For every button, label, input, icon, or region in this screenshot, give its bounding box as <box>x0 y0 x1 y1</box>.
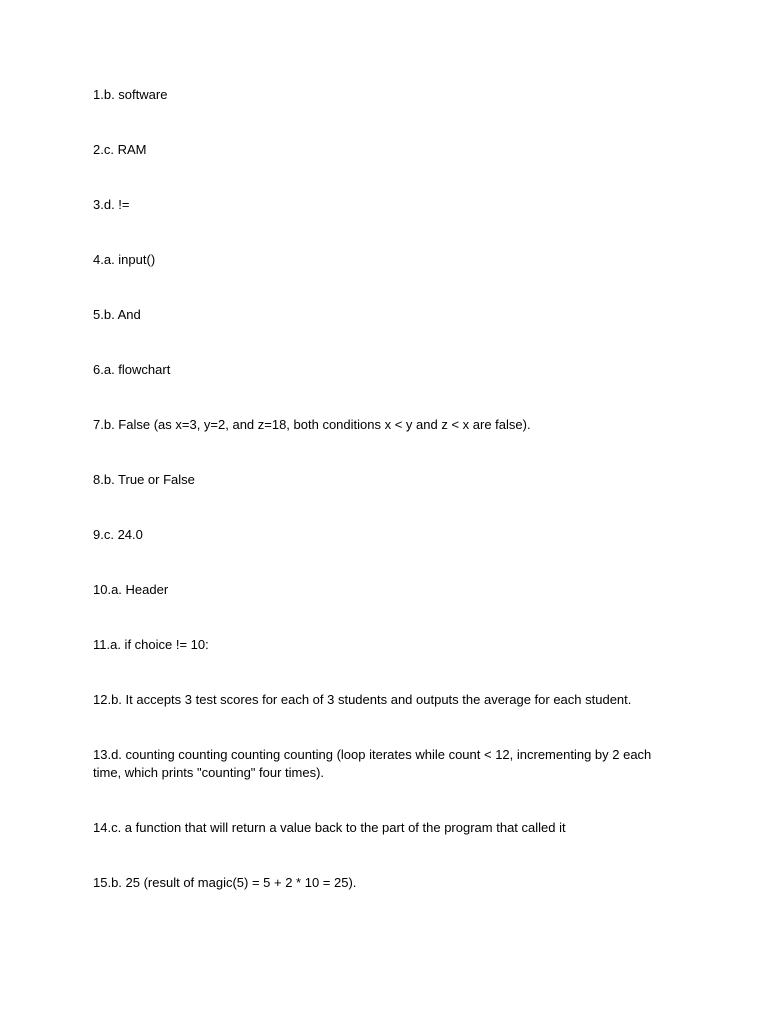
answer-11: 11.a. if choice != 10: <box>93 637 209 652</box>
answer-15: 15.b. 25 (result of magic(5) = 5 + 2 * 10 = 25). <box>93 875 357 890</box>
answer-list <box>93 86 673 892</box>
answer-13: 13.d. counting counting counting counting (loop iterates while count < 12, incrementing by 2 each time, which prints "counting" four times). <box>93 747 652 780</box>
answer-9: 9.c. 24.0 <box>93 527 143 542</box>
answer-3: 3.d. != <box>93 197 130 212</box>
answer-4: 4.a. input() <box>93 252 156 267</box>
answer-6: 6.a. flowchart <box>93 362 171 377</box>
answer-10: 10.a. Header <box>93 582 169 597</box>
answer-14: 14.c. a function that will return a value back to the part of the program that called it <box>93 820 566 835</box>
answer-7: 7.b. False (as x=3, y=2, and z=18, both conditions x < y and z < x are false). <box>93 417 531 432</box>
answer-12: 12.b. It accepts 3 test scores for each of 3 students and outputs the average for each student. <box>93 692 632 707</box>
answer-5: 5.b. And <box>93 307 141 322</box>
answer-1: 1.b. software <box>93 87 168 102</box>
answer-8: 8.b. True or False <box>93 472 195 487</box>
answer-2: 2.c. RAM <box>93 142 147 157</box>
